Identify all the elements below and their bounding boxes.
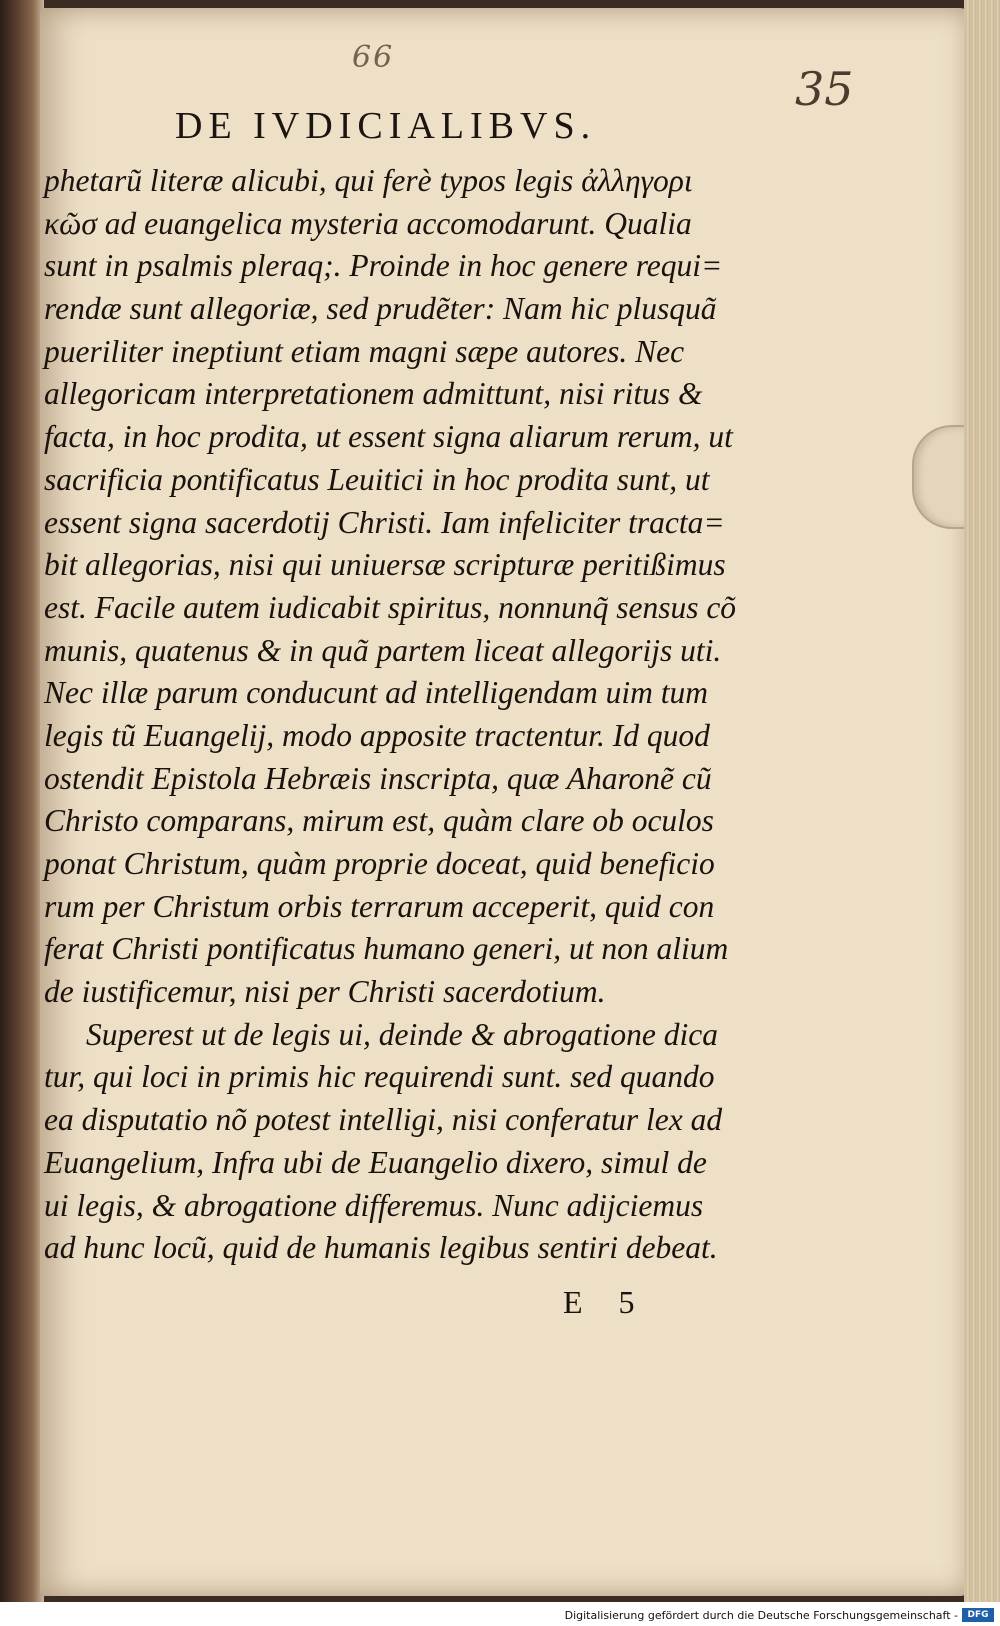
signature-mark: E 5 <box>563 1284 649 1320</box>
text-line: legis tũ Euangelij, modo apposite tractentur. Id quod <box>44 717 710 753</box>
running-title: DE IVDICIALIBVS. <box>175 105 597 147</box>
text-line: rum per Christum orbis terrarum acceperit, quid con <box>44 888 715 924</box>
text-line: κῶσ ad euangelica mysteria accomodarunt. Qualia <box>44 205 692 241</box>
text-line: facta, in hoc prodita, ut essent signa aliarum rerum, ut <box>44 419 733 455</box>
body-text <box>44 160 754 1270</box>
text-line: ostendit Epistola Hebræis inscripta, quæ Aharonẽ cũ <box>44 760 712 796</box>
text-line: essent signa sacerdotij Christi. Iam infeliciter tracta= <box>44 504 725 540</box>
text-line: sacrificia pontificatus Leuitici in hoc prodita sunt, ut <box>44 461 710 497</box>
text-line: pueriliter ineptiunt etiam magni sæpe autores. Nec <box>44 333 685 369</box>
text-line: rendæ sunt allegoriæ, sed prudẽter: Nam hic plusquã <box>44 291 717 327</box>
text-line: bit allegorias, nisi qui uniuersæ scripturæ peritißimus <box>44 547 726 583</box>
text-line: ponat Christum, quàm proprie doceat, quid beneficio <box>44 846 715 881</box>
handwritten-top-mark: 66 <box>352 40 395 75</box>
page-tab-marker <box>912 425 964 529</box>
text-line-paragraph-start: Superest ut de legis ui, deinde & abrogatione dica <box>86 1016 718 1052</box>
text-line: sunt in psalmis pleraq;. Proinde in hoc genere requi= <box>44 248 723 284</box>
text-line: ui legis, & abrogatione differemus. Nunc adijciemus <box>44 1187 704 1223</box>
text-line: Christo comparans, mirum est, quàm clare ob oculos <box>44 803 714 839</box>
text-line: ea disputatio nõ potest intelligi, nisi conferatur lex ad <box>44 1102 723 1138</box>
handwritten-folio-number: 35 <box>795 62 854 116</box>
footer-bar <box>0 1602 1000 1626</box>
text-line: de iustificemur, nisi per Christi sacerdotium. <box>44 974 606 1010</box>
text-line: Nec illæ parum conducunt ad intelligendam uim tum <box>44 675 709 711</box>
text-line: ad hunc locũ, quid de humanis legibus sentiri debeat. <box>44 1230 718 1266</box>
text-line: est. Facile autem iudicabit spiritus, nonnunq̃ sensus cõ <box>44 589 737 625</box>
page-edges <box>964 0 1000 1602</box>
text-line: munis, quatenus & in quã partem liceat allegorijs uti. <box>44 632 722 668</box>
dfg-logo: DFG <box>962 1608 994 1622</box>
footer-credit: Digitalisierung gefördert durch die Deutsche Forschungsgemeinschaft - <box>564 1609 958 1622</box>
text-line: allegoricam interpretationem admittunt, nisi ritus & <box>44 376 703 412</box>
text-line: Euangelium, Infra ubi de Euangelio dixero, simul de <box>44 1144 707 1180</box>
text-line: ferat Christi pontificatus humano generi, ut non alium <box>44 931 729 967</box>
text-line: phetarũ literæ alicubi, qui ferè typos legis ἀλληγορι <box>44 163 693 198</box>
book-spine-gutter <box>0 0 44 1602</box>
text-line: tur, qui loci in primis hic requirendi sunt. sed quando <box>44 1059 715 1095</box>
